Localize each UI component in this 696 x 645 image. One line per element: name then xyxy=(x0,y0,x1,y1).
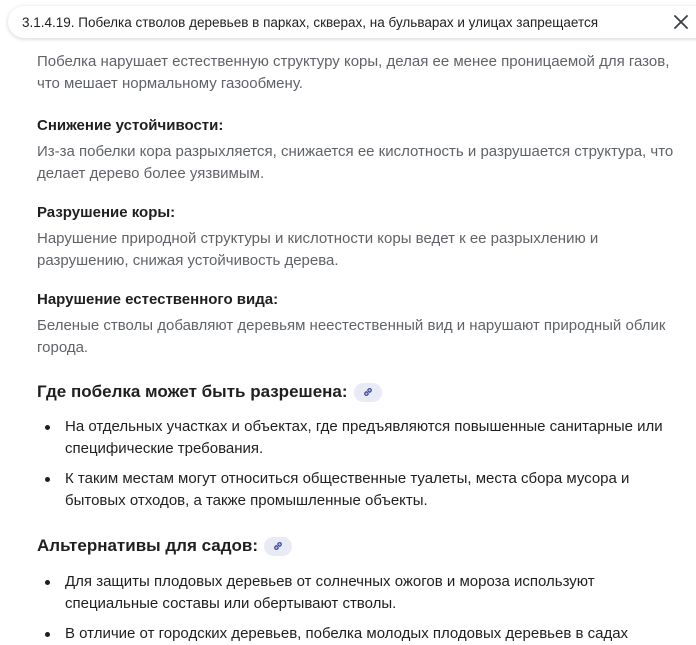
search-bar[interactable] xyxy=(8,6,696,38)
link-button[interactable] xyxy=(264,537,292,556)
alternatives-list xyxy=(37,571,687,645)
intro-paragraph: Побелка нарушает естественную структуру коры, делая ее менее проницаемой для газов, что мешает нормальному газообмену. xyxy=(37,53,670,92)
point-text: Беленые стволы добавляют деревьям неестественный вид и нарушают природный облик города. xyxy=(37,317,666,356)
close-button[interactable] xyxy=(670,11,692,33)
list-item: Для защиты плодовых деревьев от солнечных ожогов и мороза используют специальные составы или обертывают стволы. xyxy=(37,571,687,615)
point-title: Снижение устойчивости: xyxy=(37,117,224,134)
list-item: К таким местам могут относиться общественные туалеты, места сбора мусора и бытовых отходов, а также промышленные объекты. xyxy=(37,468,687,512)
answer-content xyxy=(37,40,687,645)
section-title-permitted xyxy=(37,380,687,404)
section-title-text: Где побелка может быть разрешена: xyxy=(37,382,348,401)
point-text: Нарушение природной структуры и кислотности коры ведет к ее разрыхлению и разрушению, снижая устойчивость дерева. xyxy=(37,230,599,269)
link-button[interactable] xyxy=(354,383,382,402)
point-text: Из-за побелки кора разрыхляется, снижается ее кислотность и разрушается структура, что делает дерево более уязвимым. xyxy=(37,143,674,182)
list-item: На отдельных участках и объектах, где предъявляются повышенные санитарные или специфические требования. xyxy=(37,416,687,460)
list-item: В отличие от городских деревьев, побелка молодых плодовых деревьев в садах xyxy=(37,623,687,645)
section-title-text: Альтернативы для садов: xyxy=(37,536,259,555)
link-icon xyxy=(272,540,284,552)
search-query[interactable]: 3.1.4.19. Побелка стволов деревьев в парках, скверах, на бульварах и улицах запрещается xyxy=(22,14,599,30)
close-icon xyxy=(674,15,688,29)
point-title: Разрушение коры: xyxy=(37,204,176,221)
point-title: Нарушение естественного вида: xyxy=(37,291,279,308)
permitted-list xyxy=(37,416,687,512)
section-title-alternatives xyxy=(37,534,687,558)
link-icon xyxy=(362,386,374,398)
